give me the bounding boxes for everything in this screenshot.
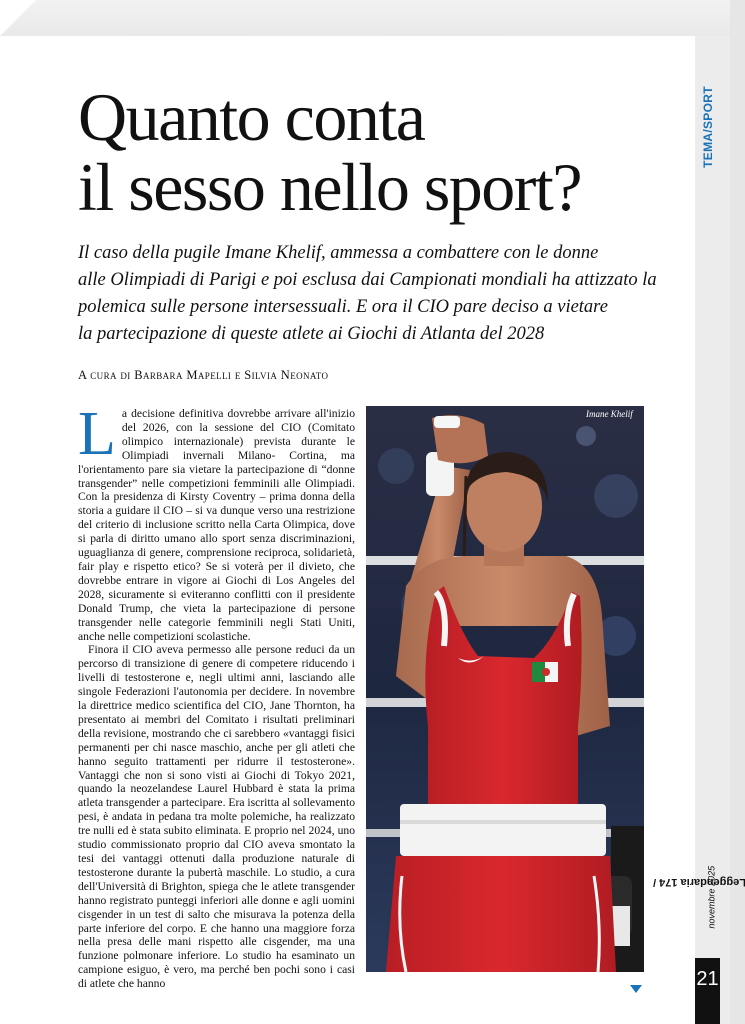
continue-arrow-icon xyxy=(630,985,642,993)
page-fold-band xyxy=(0,0,730,36)
article-deck xyxy=(78,240,658,348)
section-tag-label: TEMA/SPORT xyxy=(701,86,716,168)
deck-line: polemica sulle persone intersessuali. E ora il CIO pare deciso a vietare xyxy=(78,297,608,317)
drop-cap: L xyxy=(78,400,116,468)
deck-line: Il caso della pugile Imane Khelif, ammessa a combattere con le donne xyxy=(78,243,599,263)
issue-date: novembre 2025 xyxy=(706,865,716,929)
deck-line: alle Olimpiadi di Parigi e poi esclusa dai Campionati mondiali ha attizzato la xyxy=(78,270,657,290)
folio xyxy=(652,812,745,952)
article-body xyxy=(78,400,355,991)
page-fold-corner xyxy=(0,0,36,36)
photo-caption: Imane Khelif xyxy=(586,409,633,419)
section-tag xyxy=(694,82,722,172)
deck-line: la partecipazione di queste atlete ai Giochi di Atlanta del 2028 xyxy=(78,324,545,344)
title-line: Quanto conta xyxy=(78,79,425,155)
title-line: il sesso nello sport? xyxy=(78,149,582,225)
page-number: 21 xyxy=(695,958,720,1024)
body-paragraph xyxy=(78,400,355,643)
magazine-name: Leggendaria 174 / xyxy=(652,876,745,888)
paragraph-text: a decisione definitiva dovrebbe arrivare all'inizio del 2026, con la sessione del CIO (Comitato olimpico internazionale) prevista durante le Olimpiadi invernali Milano- Cortina, ma l'orientamento pare sia vietare la partecipazione di “donne transgender” nelle competizioni femminili alle Olimpiadi. Con la presidenza di Kirsty Coventry – prima donna della storia a guidare il CIO – si va dunque verso una restrizione del criterio di inclusione scritto nella Carta Olimpica, dove si parla di diritto umano allo sport senza discriminazioni, uguaglianza di genere, comprensione reciproca, solidarietà, fair play e rispetto etico? Se si voterà per il divieto, che dovrebbe entrare in vigore ai Giochi di Los Angeles del 2028, sicuramente si eviteranno conflitti con il presidente Donald Trump, che vieta la partecipazione di persone transgender nelle categorie femminili negli Stati Uniti, anche nelle competizioni scolastiche. xyxy=(78,407,355,643)
body-paragraph: Finora il CIO aveva permesso alle persone reduci da un percorso di transizione di genere di competere riducendo i livelli di testosterone e, negli ultimi anni, lasciando alle singole Federazioni l'autonomia per decidere. In novembre la direttrice medico scientifica del CIO, Jane Thornton, ha presentato ai membri del Comitato i risultati preliminari della revisione, mostrando che ci sarebbero «vantaggi fisici permanenti per chi nasce maschio, anche per gli atleti che hanno seguito trattamenti per ridurre il testosterone». Vantaggi che non si sono visti ai Giochi di Tokyo 2021, quando la neozelandese Laurel Hubbard è stata la prima atleta transgender a partecipare. Era iscritta al sollevamento pesi, è andata in pedana tra molte polemiche, ha realizzato tre nulli ed è stata subito eliminata. E proprio nel 2024, uno studio commissionato proprio dal CIO aveva smontato la tesi dei vantaggi ottenuti dalla produzione naturale di testosterone durante la pubertà maschile. Lo studio, a cura dell'Università di Brighton, spiega che le atlete transgender hanno registrato punteggi inferiori alle donne e agli uomini cisgender in un test di salto che misurava la potenza della parte inferiore del corpo. E che hanno una maggiore forza nella presa delle mani rispetto alle cisgender, ma una funzione polmonare inferiore. Lo studio ha esaminato un campione esiguo, è vero, ma perché ben pochi sono i casi di atlete che hanno xyxy=(78,643,355,991)
article-title xyxy=(78,79,582,225)
athlete-photo xyxy=(366,406,644,972)
byline: A cura di Barbara Mapelli e Silvia Neonato xyxy=(78,368,329,382)
folio-label xyxy=(652,836,745,929)
